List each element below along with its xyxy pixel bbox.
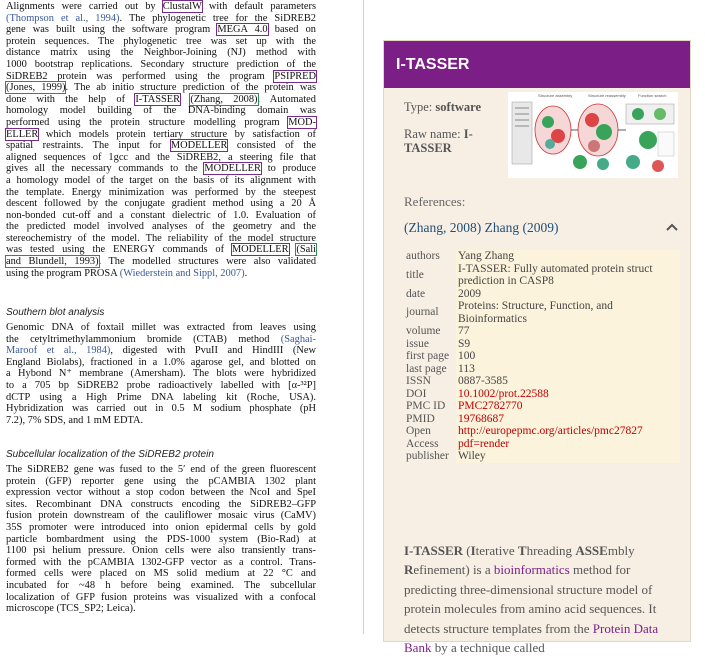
- type-label: Type:: [404, 100, 433, 114]
- desc-letter-r: R: [404, 562, 414, 578]
- southern-line: [6, 368, 316, 380]
- highlighted-tool[interactable]: MODELLER: [170, 140, 228, 152]
- methods-line: [6, 47, 316, 59]
- methods-line: [6, 268, 316, 280]
- text-run: a homology model of the target on the basis of its alignment with: [6, 174, 316, 186]
- methods-line: [6, 187, 316, 199]
- text-run: 35S promoter were introduced into onion epidermal cells by gold: [6, 521, 316, 533]
- text-run: gives all the necessary commands to the: [6, 163, 205, 175]
- highlighted-tool[interactable]: ELLER: [6, 128, 39, 140]
- text-run: Genomic DNA of foxtail millet was extracted from leaves using: [6, 322, 316, 333]
- southern-line: [6, 380, 316, 392]
- methods-line: [6, 105, 316, 117]
- reference-value: 0887-3585: [456, 375, 680, 388]
- text-run: with default parameters: [201, 1, 316, 12]
- text-run: which models protein tertiary structure by satisfaction of: [38, 128, 316, 140]
- reference-key: PMID: [406, 412, 435, 425]
- text-run: the cetyltrimethylammonium bromide (CTAB) method: [6, 333, 281, 345]
- citation-link[interactable]: Maroof et al., 1984): [6, 345, 111, 357]
- reference-value: Proteins: Structure, Function, and Bioinformatics: [456, 300, 680, 325]
- subcellular-line: [6, 603, 316, 615]
- text-run: [180, 94, 190, 105]
- text-run: distance matrix using the Neighbor-Joining (NJ) method with: [6, 47, 316, 59]
- text-run: , digested with PvuII and HindIII (New: [110, 345, 316, 357]
- subcellular-line: [6, 476, 316, 488]
- itasser-pipeline-thumbnail[interactable]: [508, 92, 678, 178]
- reference-value: I-TASSER: Fully automated protein struct prediction in CASP8: [456, 263, 680, 288]
- reference-row: [404, 413, 680, 426]
- southern-line: [6, 357, 316, 369]
- reference-value[interactable]: PMC2782770: [456, 400, 680, 413]
- highlighted-tool[interactable]: MOD-: [288, 116, 316, 128]
- subcellular-line: [6, 580, 316, 592]
- methods-line: [6, 256, 316, 268]
- text-run: SiDREB2 protein was performed using the program: [6, 70, 275, 82]
- southern-line: [6, 403, 316, 415]
- highlighted-citation[interactable]: (Zhang, 2008): [190, 93, 258, 105]
- text-run: particle bombardment using the PDS-1000 system (Bio-Rad) at: [6, 533, 316, 545]
- reference-value[interactable]: 19768687: [456, 413, 680, 426]
- text-run: was tested using the ENERGY commands of: [6, 244, 232, 256]
- text-run: Hybridization was carried out in 0.5 M sodium phosphate (pH: [6, 403, 316, 415]
- text-run: stereochemistry of the model. The reliability of the model structure: [6, 232, 316, 244]
- text-run: using the program PROSA: [6, 267, 120, 279]
- methods-line: [6, 71, 316, 83]
- methods-line: [6, 140, 316, 152]
- text-run: dCTP using a High Prime DNA labeling kit (Roche, USA).: [6, 391, 316, 403]
- highlighted-tool[interactable]: PSIPRED: [274, 70, 316, 82]
- text-run: formed with the pCAMBIA 1302-GFP vector as a control. Trans-: [6, 556, 316, 568]
- section-heading-subcellular: Subcellular localization of the SiDREB2 protein: [6, 449, 214, 460]
- text-run: formed cells were placed on MS solid medium at 22 °C and: [6, 568, 316, 580]
- southern-line: [6, 334, 316, 346]
- methods-line: [6, 152, 316, 164]
- methods-line: [6, 13, 316, 25]
- methods-line: [6, 233, 316, 245]
- reference-row: [404, 363, 680, 376]
- reference-key: last page: [406, 362, 447, 375]
- reference-key: issue: [406, 337, 429, 350]
- text-run: Alignments were carried out by: [6, 1, 163, 12]
- highlighted-tool[interactable]: MODELLER: [231, 244, 289, 256]
- text-run: sites. Recombinant DNA constructs encoding the SiDREB2–GFP: [6, 498, 316, 510]
- methods-line: [6, 94, 316, 106]
- subcellular-paragraph: [6, 464, 316, 615]
- desc-letter-t: T: [517, 543, 527, 558]
- reference-row: [404, 388, 680, 401]
- southern-blot-paragraph: [6, 322, 316, 426]
- desc-text-f: method for predicting three-dimensional structure model of protein molecules from amino acid sequences. It detects structure templates from the: [404, 562, 657, 636]
- text-run: spatial restraints. The input for: [6, 140, 171, 152]
- southern-line: [6, 392, 316, 404]
- text-run: protein sequences. The phylogenetic tree was set up with the: [6, 35, 316, 47]
- methods-line: [6, 175, 316, 187]
- text-run: 7.2), 7% SDS, and 1 mM EDTA.: [6, 414, 144, 426]
- subcellular-line: [6, 557, 316, 569]
- text-run: 1000 bootstrap replications. Secondary structure prediction of the: [6, 58, 316, 70]
- reference-row: [404, 450, 680, 463]
- text-run: the predicted model involved analyses of the geometry and the: [6, 221, 316, 233]
- bioinformatics-link[interactable]: bioinformatics: [493, 562, 570, 578]
- text-run: the template. Energy minimization was performed by the steepest: [6, 186, 316, 198]
- citation-link[interactable]: (Saghai-: [280, 333, 316, 345]
- methods-line: [6, 82, 316, 94]
- subcellular-line: [6, 464, 316, 476]
- reference-row: [404, 338, 680, 351]
- reference-key: Open Access: [406, 425, 439, 450]
- subcellular-line: [6, 545, 316, 557]
- reference-value: S9: [456, 338, 680, 351]
- desc-text-e: efinement) is a: [413, 562, 494, 578]
- reference-key: first page: [406, 350, 450, 362]
- methods-line: [6, 129, 316, 141]
- reference-key: DOI: [406, 387, 427, 400]
- description-text: [404, 541, 686, 657]
- text-run: fusion protein downstream of the cauliflower mosaic virus (CaMV): [6, 510, 316, 522]
- text-run: performed using the protein structure modelling program: [6, 116, 289, 128]
- reference-table: [404, 250, 680, 463]
- highlighted-citation[interactable]: (Sali: [296, 244, 316, 256]
- subcellular-line: [6, 568, 316, 580]
- text-run: England Biolabs), fractioned in a 1.0% agarose gel, and blotted on: [6, 356, 316, 368]
- text-run: to produce: [260, 163, 316, 175]
- methods-line: [6, 198, 316, 210]
- citation-link[interactable]: (Wiederstein and Sippl, 2007): [119, 267, 245, 279]
- text-run: .: [244, 267, 248, 279]
- reference-value: 77: [456, 325, 680, 338]
- reference-row: [404, 375, 680, 388]
- desc-text-g: by a technique called: [431, 640, 545, 656]
- subcellular-line: [6, 534, 316, 546]
- protein-data-bank-link[interactable]: Protein Data Bank: [404, 620, 659, 656]
- highlighted-tool[interactable]: MODELLER: [204, 163, 261, 175]
- text-run: consisted of the: [227, 140, 316, 152]
- reference-row: [404, 425, 680, 450]
- svg-text:Structure reassembly: Structure reassembly: [588, 93, 626, 98]
- methods-line: [6, 36, 316, 48]
- svg-text:Function search: Function search: [638, 93, 667, 98]
- methods-line: [6, 117, 316, 129]
- reference-value: 2009: [456, 288, 680, 301]
- desc-text-d: mbly: [607, 543, 635, 558]
- highlighted-tool[interactable]: ClustalW: [162, 1, 202, 12]
- pipeline-diagram-icon: [508, 92, 678, 178]
- methods-paragraph: [6, 1, 316, 279]
- raw-name-row: [404, 127, 473, 155]
- text-run: aligned sequences of 1gcc and the SiDREB2, a steering file that: [6, 151, 316, 163]
- methods-line: [6, 163, 316, 175]
- methods-line: [6, 244, 316, 256]
- reference-key: publisher: [406, 450, 449, 462]
- raw-name-value-1: I-: [463, 127, 473, 141]
- text-run: descent followed by the conjugate gradient method using a 20 Å: [6, 198, 316, 210]
- reference-value: Wiley: [456, 450, 680, 463]
- subcellular-line: [6, 510, 316, 522]
- reference-key: PMC ID: [406, 400, 446, 412]
- paper-page: [0, 0, 363, 634]
- reference-key: ISSN: [406, 375, 431, 387]
- text-run: expression vector without a stop codon between the NcoI and SpeI: [6, 487, 316, 499]
- highlighted-citation[interactable]: (Jones, 1999): [6, 82, 66, 94]
- text-run: incubated for ~48 h before being examined. The subcellular: [6, 579, 316, 591]
- desc-name: I-TASSER: [404, 543, 464, 558]
- reference-row: [404, 325, 680, 338]
- desc-text-a: (: [463, 543, 471, 558]
- reference-key: date: [406, 287, 426, 300]
- text-run: . The phylogenetic tree for the SiDREB2: [119, 12, 316, 24]
- subcellular-line: [6, 522, 316, 534]
- desc-text-c: hreading: [526, 543, 576, 558]
- type-row: [404, 100, 481, 114]
- raw-name-label: Raw name:: [404, 127, 461, 141]
- text-run: gene was built using the software program: [6, 24, 218, 36]
- desc-letter-i: I: [470, 543, 476, 558]
- subcellular-line: [6, 592, 316, 604]
- references-toggle[interactable]: [404, 220, 680, 236]
- reference-row: [404, 300, 680, 325]
- reference-row: [404, 250, 680, 263]
- reference-row: [404, 263, 680, 288]
- desc-text-b: terative: [475, 543, 518, 558]
- text-run: homology model building of the DNA-binding domain was: [6, 105, 316, 117]
- subcellular-line: [6, 499, 316, 511]
- text-run: a Hybond N⁺ membrane (Amersham). The blots were hybridized: [6, 368, 316, 380]
- text-run: microscope (TCS_SP2; Leica).: [6, 603, 136, 615]
- methods-line: [6, 210, 316, 222]
- reference-row: [404, 288, 680, 301]
- text-run: . Automated: [257, 93, 316, 105]
- text-run: protein (GFP) reporter gene using the pCAMBIA 1302 plant: [6, 475, 316, 487]
- text-run: localization of GFP fusion proteins was visualized with a confocal: [6, 591, 316, 603]
- reference-value: 113: [456, 363, 680, 376]
- southern-line: [6, 345, 316, 357]
- southern-line: [6, 415, 316, 427]
- chevron-up-icon[interactable]: [666, 220, 678, 236]
- reference-value: Yang Zhang: [456, 250, 680, 263]
- references-label: References:: [404, 194, 466, 209]
- methods-line: [6, 59, 316, 71]
- citation-link[interactable]: (Thompson et al., 1994): [6, 12, 120, 24]
- methods-line: [6, 24, 316, 36]
- reference-row: [404, 400, 680, 413]
- desc-letters-asse: ASSE: [575, 543, 608, 558]
- reference-key: journal: [406, 306, 439, 319]
- reference-value[interactable]: http://europepmc.org/articles/pmc27827 pdf=render: [456, 425, 680, 450]
- text-run: based on: [267, 24, 316, 36]
- reference-key: volume: [406, 325, 441, 337]
- reference-key: authors: [406, 250, 440, 262]
- subcellular-line: [6, 487, 316, 499]
- reference-row: [404, 350, 680, 363]
- references-summary[interactable]: (Zhang, 2008) Zhang (2009): [404, 220, 559, 235]
- sidebar-title: I-TASSER: [384, 41, 690, 88]
- svg-text:Structure assembly: Structure assembly: [538, 93, 573, 98]
- type-value: software: [435, 100, 482, 114]
- southern-line: [6, 322, 316, 334]
- text-run: to a 705 bp SiDREB2 probe radioactively labelled with [α-³²P]: [6, 379, 316, 391]
- section-heading-southern-blot: Southern blot analysis: [6, 307, 105, 318]
- highlighted-tool[interactable]: MEGA 4.0: [217, 24, 268, 36]
- reference-key: title: [406, 268, 424, 281]
- text-run: done with the help of: [6, 93, 136, 105]
- reference-value[interactable]: 10.1002/prot.22588: [456, 388, 680, 401]
- methods-line: [6, 221, 316, 233]
- text-run: The SiDREB2 gene was fused to the 5′ end of the green fluorescent: [6, 464, 316, 475]
- text-run: non-bonded cut-off and a constant dielectric of 1.0. Evaluation of: [6, 209, 316, 221]
- reference-value: 100: [456, 350, 680, 363]
- methods-line: [6, 1, 316, 13]
- highlighted-tool[interactable]: I-TASSER: [135, 93, 181, 105]
- highlighted-citation[interactable]: and Blundell, 1993): [6, 256, 99, 268]
- text-run: . The modelled structures were also validated: [98, 256, 317, 268]
- pane-divider: [363, 0, 364, 634]
- text-run: 1100 psi helium pressure. Onion cells were also transiently trans-: [6, 545, 316, 557]
- text-run: . The ab initio structure prediction of the protein was: [65, 82, 316, 94]
- raw-name-value-2: TASSER: [404, 141, 452, 155]
